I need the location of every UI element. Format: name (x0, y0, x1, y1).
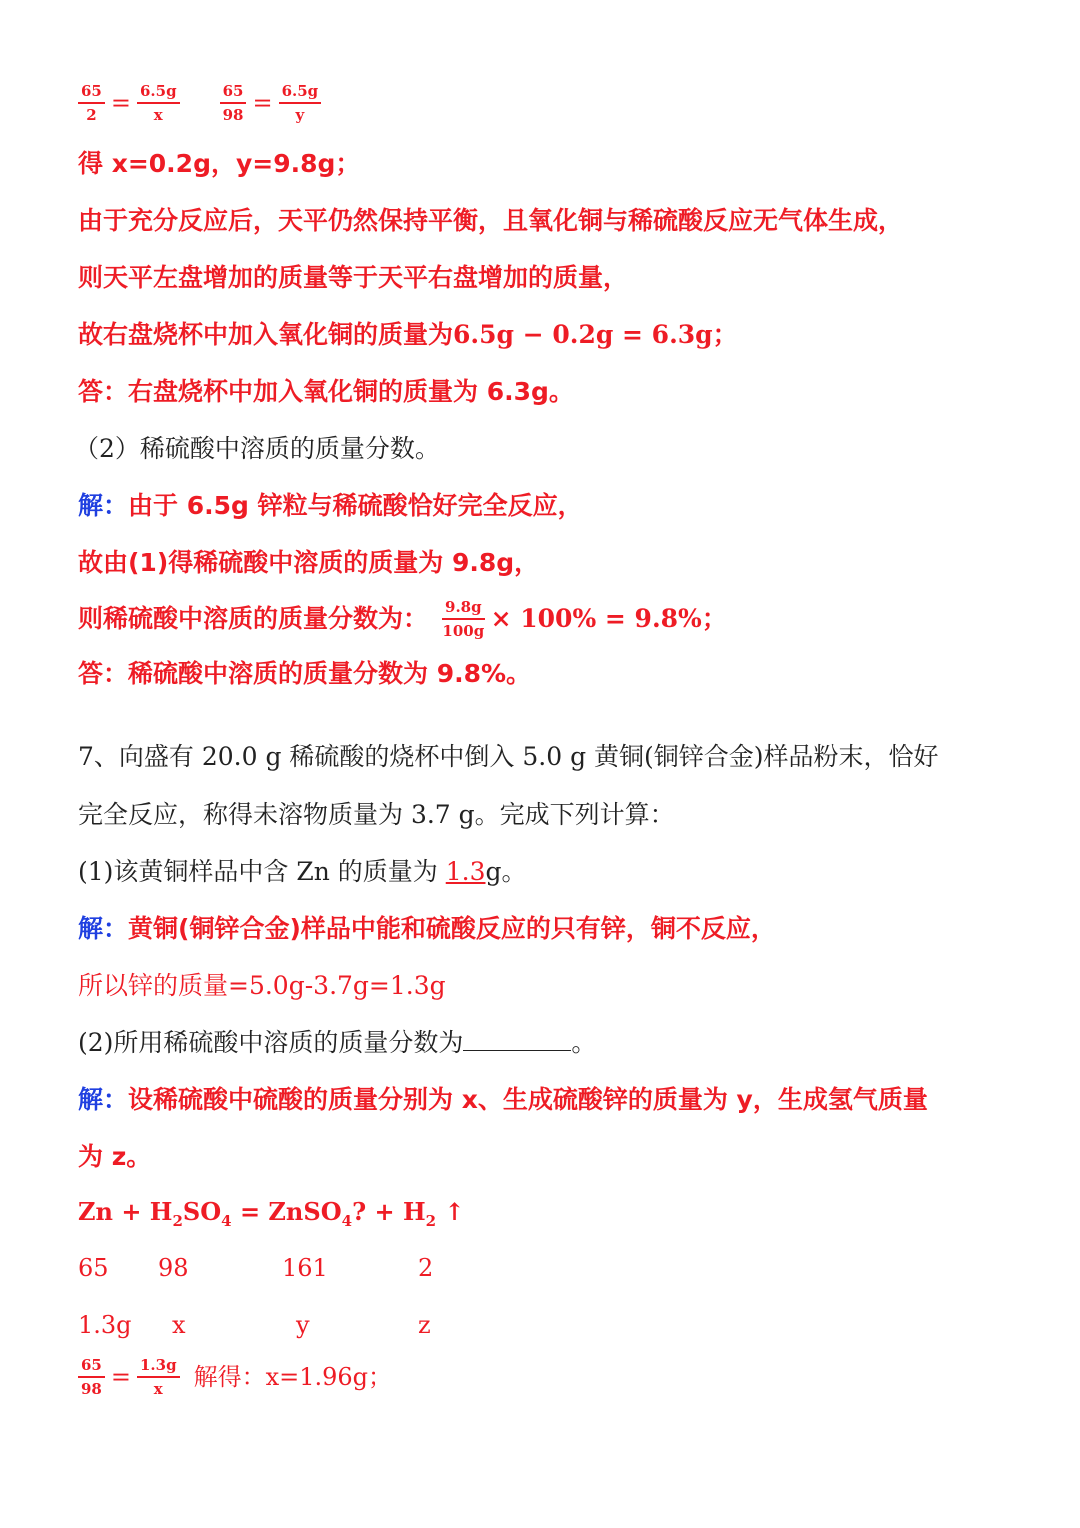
problem-7-line-1: 7、向盛有 20.0 g 稀硫酸的烧杯中倒入 5.0 g 黄铜(铜锌合金)样品粉末，恰好 (78, 742, 939, 771)
result-x-y: 得 x=0.2g，y=9.8g； (78, 149, 361, 178)
equals-sign: = (252, 89, 273, 117)
molar-mass-h2so4: 98 (158, 1254, 189, 1282)
mass-zn: 1.3g (78, 1311, 132, 1339)
solution-2-line-2: 故由(1)得稀硫酸中溶质的质量为 9.8g， (78, 548, 540, 577)
unknown-z: z (418, 1311, 431, 1339)
molar-mass-znso4: 161 (282, 1254, 328, 1282)
final-ratio-line: $\frac{65}{98}$ = $\frac{1.3g}{x}$ 解得：x=1.96g； (78, 1356, 392, 1398)
solution-7-1-line-2: 所以锌的质量=5.0g-3.7g=1.3g (78, 971, 446, 1000)
problem-7-line-2: 完全反应，称得未溶物质量为 3.7 g。完成下列计算： (78, 800, 675, 829)
solution-7-1-line-1: 解：黄铜(铜锌合金)样品中能和硫酸反应的只有锌，铜不反应， (78, 914, 776, 943)
answer-1: 答：右盘烧杯中加入氧化铜的质量为 6.3g。 (78, 377, 574, 406)
fraction-6.5g-over-y: $\frac{6.5g}{y}$ (279, 82, 322, 124)
equals-sign: = (110, 1363, 131, 1391)
solution-2-line-1: 解：由于 6.5g 锌粒与稀硫酸恰好完全反应， (78, 491, 583, 520)
chemical-equation: $Zn + H_2SO_4$ = ZnSO$_4$? + $H_2$ ↑ (78, 1197, 465, 1230)
problem-7-question-2: (2)所用稀硫酸中溶质的质量分数为 。 (78, 1028, 597, 1057)
explanation-line-2: 则天平左盘增加的质量等于天平右盘增加的质量， (78, 263, 629, 292)
explanation-line-1: 由于充分反应后，天平仍然保持平衡，且氧化铜与稀硫酸反应无气体生成， (78, 206, 904, 235)
fraction-6.5g-over-x: $\frac{6.5g}{x}$ (137, 82, 180, 124)
answer-blank-filled: 1.3 (445, 857, 486, 886)
solution-7-2-line-2: 为 z。 (78, 1142, 152, 1171)
fraction-65-over-98: $\frac{65}{98}$ (78, 1356, 105, 1398)
problem-7-question-1: (1)该黄铜样品中含 Zn 的质量为 1.3g。 (78, 857, 527, 886)
solution-7-2-line-1: 解：设稀硫酸中硫酸的质量分别为 x、生成硫酸锌的质量为 y，生成氢气质量 (78, 1085, 928, 1114)
fraction-9.8g-over-100g: $\frac{9.8g}{100g}$ (442, 598, 485, 640)
unknown-x: x (172, 1311, 186, 1339)
question-2: （2）稀硫酸中溶质的质量分数。 (74, 434, 440, 463)
fraction-1.3g-over-x: $\frac{1.3g}{x}$ (137, 1356, 180, 1398)
fraction-65-over-2: $\frac{65}{2}$ (78, 82, 105, 124)
mass-fraction-formula-line: 则稀硫酸中溶质的质量分数为： $\frac{9.8g}{100g}$ × 100% = 9.8%； (78, 598, 727, 640)
fraction-65-over-98: $\frac{65}{98}$ (220, 82, 247, 124)
fraction-equations-line (78, 82, 321, 124)
unknown-y: y (296, 1311, 310, 1339)
equals-sign: = (110, 89, 131, 117)
answer-2: 答：稀硫酸中溶质的质量分数为 9.8%。 (78, 659, 532, 688)
copper-oxide-mass-line: 故右盘烧杯中加入氧化铜的质量为6.5g − 0.2g = 6.3g； (78, 320, 738, 349)
molar-mass-h2: 2 (418, 1254, 434, 1282)
molar-mass-zn: 65 (78, 1254, 109, 1282)
answer-blank (463, 1028, 571, 1051)
